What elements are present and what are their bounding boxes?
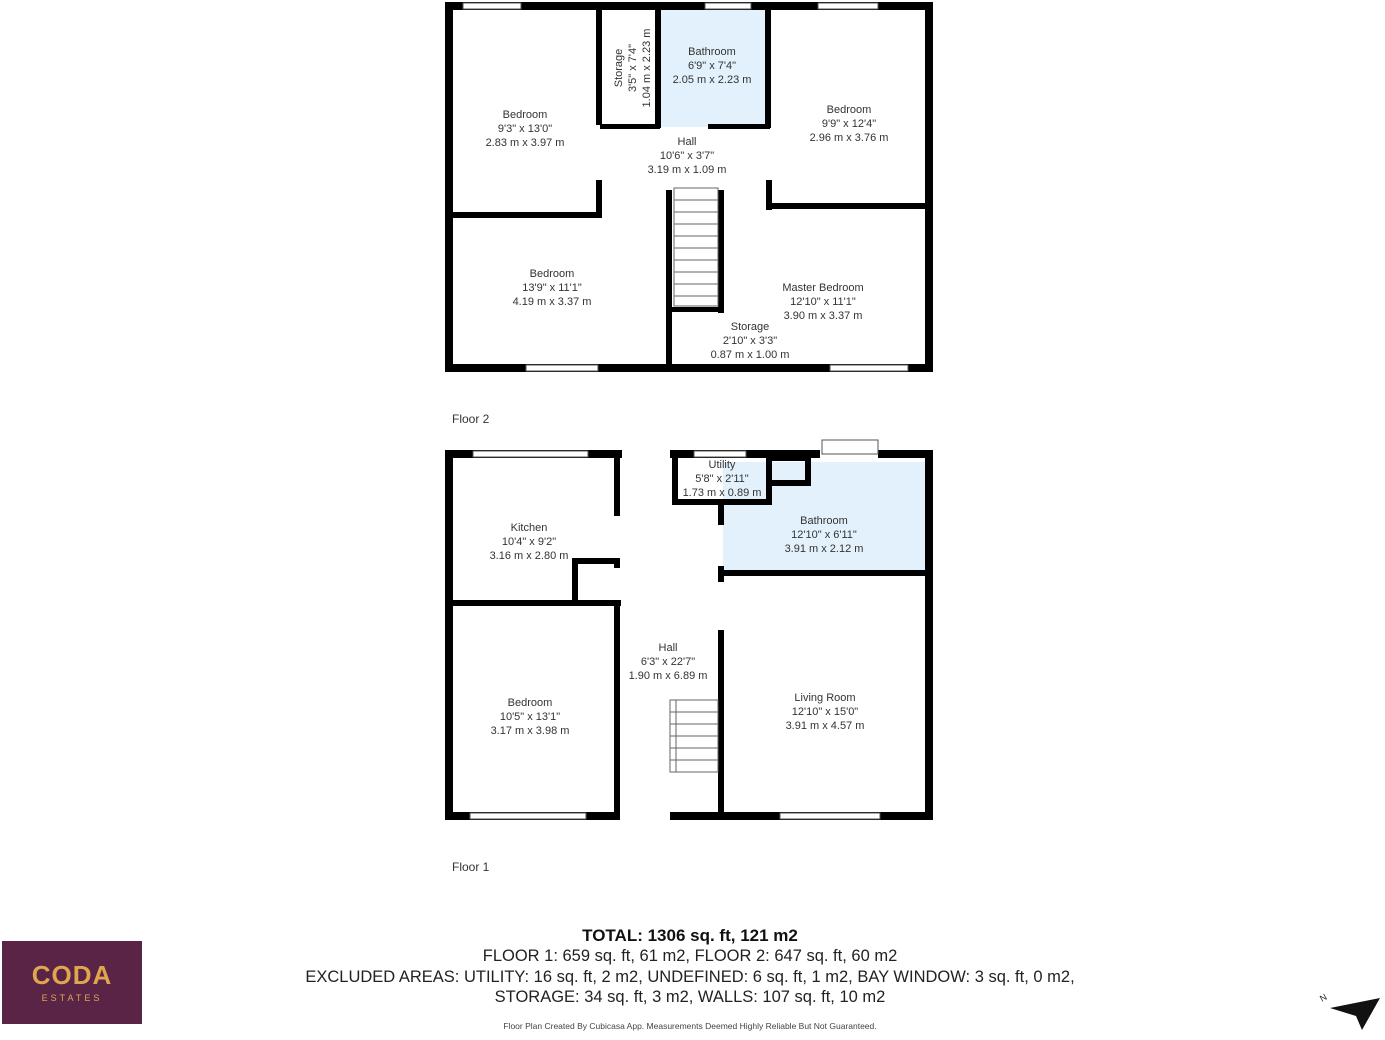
room-f1-bedroom: Bedroom 10'5" x 13'1" 3.17 m x 3.98 m xyxy=(490,697,570,737)
room-labels xyxy=(486,29,889,737)
floor1-stairs xyxy=(670,700,718,772)
storage-walls-areas: STORAGE: 34 sq. ft, 3 m2, WALLS: 107 sq. ft, 10 m2 xyxy=(494,988,886,1006)
room-f2-hall: Hall 10'6" x 3'7" 3.19 m x 1.09 m xyxy=(647,136,727,176)
room-f2-bedroom-3: Bedroom 13'9" x 11'1" 4.19 m x 3.37 m xyxy=(512,268,592,308)
disclaimer-text: Floor Plan Created By Cubicasa App. Measurements Deemed Highly Reliable But Not Guaranteed. xyxy=(503,1021,877,1031)
compass-label: N xyxy=(1318,992,1329,1004)
north-arrow-icon xyxy=(1316,992,1382,1032)
area-summary xyxy=(240,925,1140,1008)
room-f1-hall: Hall 6'3" x 22'7" 1.90 m x 6.89 m xyxy=(628,642,708,682)
room-f2-bedroom-2: Bedroom 9'9" x 12'4" 2.96 m x 3.76 m xyxy=(809,104,889,144)
floor-areas: FLOOR 1: 659 sq. ft, 61 m2, FLOOR 2: 647 sq. ft, 60 m2 xyxy=(482,947,898,965)
coda-estates-logo xyxy=(2,941,142,1024)
logo-subtitle: ESTATES xyxy=(41,993,103,1003)
room-f1-bathroom: Bathroom 12'10" x 6'11" 3.91 m x 2.12 m xyxy=(784,515,864,555)
floor2-stairs xyxy=(674,188,718,306)
room-f2-storage-2: Storage 2'10" x 3'3" 0.87 m x 1.00 m xyxy=(710,321,790,361)
excluded-areas: EXCLUDED AREAS: UTILITY: 16 sq. ft, 2 m2, UNDEFINED: 6 sq. ft, 1 m2, BAY WINDOW: 3 sq. ft, 0 m2, xyxy=(305,967,1075,986)
room-f2-bedroom-1: Bedroom 9'3" x 13'0" 2.83 m x 3.97 m xyxy=(485,109,565,149)
room-f2-master-bedroom: Master Bedroom 12'10" x 11'1" 3.90 m x 3.37 m xyxy=(782,282,864,322)
room-f2-storage-1: Storage 3'5" x 7'4" 1.04 m x 2.23 m xyxy=(613,28,653,108)
floor-1-label: Floor 1 xyxy=(452,860,490,874)
room-f1-living-room: Living Room 12'10" x 15'0" 3.91 m x 4.57 m xyxy=(785,692,865,732)
total-area: TOTAL: 1306 sq. ft, 121 m2 xyxy=(582,926,798,945)
logo-brand: CODA xyxy=(31,960,113,990)
room-f2-bathroom: Bathroom 6'9" x 7'4" 2.05 m x 2.23 m xyxy=(672,46,752,86)
room-f1-kitchen: Kitchen 10'4" x 9'2" 3.16 m x 2.80 m xyxy=(489,522,569,562)
floor-2-label: Floor 2 xyxy=(452,412,490,426)
room-f1-utility: Utility 5'8" x 2'11" 1.73 m x 0.89 m xyxy=(682,459,762,499)
